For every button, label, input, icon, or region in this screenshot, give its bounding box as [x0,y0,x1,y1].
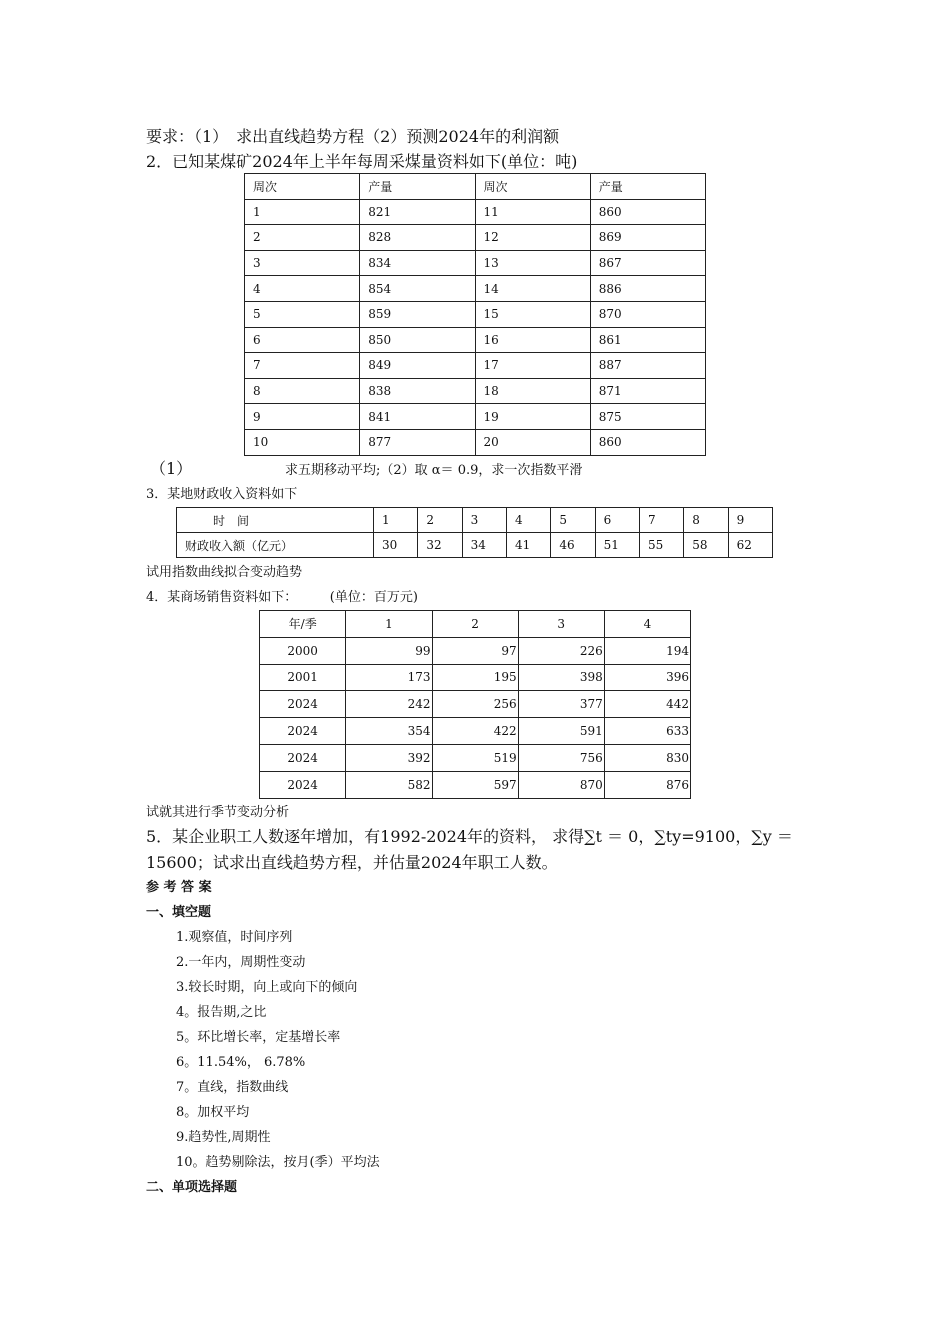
table-cell: 2 [245,225,360,251]
table-cell: 860 [590,429,705,455]
table-cell: 1 [374,508,418,533]
table-cell: 886 [590,276,705,302]
table-cell: 256 [432,691,518,718]
table-cell: 841 [360,404,475,430]
table-row [245,225,706,251]
table-cell: 34 [462,533,506,558]
table-cell: 396 [604,664,690,691]
table-cell: 828 [360,225,475,251]
table-row [245,301,706,327]
table-cell: 41 [506,533,550,558]
row-label-revenue: 财政收入额（亿元） [177,533,374,558]
table-cell: 861 [590,327,705,353]
table-cell: 2001 [260,664,346,691]
answer-item: 8。加权平均 [176,1105,250,1120]
q2-requirement-text: 求五期移动平均;（2）取 α＝ 0.9，求一次指数平滑 [285,463,583,478]
table-cell: 2000 [260,637,346,664]
section-fill-blank: 一、填空题 [146,905,212,920]
table-cell: 4 [245,276,360,302]
table-cell: 194 [604,637,690,664]
table-cell: 2024 [260,691,346,718]
table-cell: 2024 [260,771,346,798]
table-cell: 11 [475,199,590,225]
table-cell: 7 [245,353,360,379]
table-cell: 830 [604,744,690,771]
answer-item: 10。趋势剔除法，按月(季）平均法 [176,1155,380,1170]
table-row [260,718,691,745]
table-cell: 18 [475,378,590,404]
table-cell: 597 [432,771,518,798]
table-cell: 9 [245,404,360,430]
table-cell: 849 [360,353,475,379]
header-cell: 产量 [590,174,705,200]
table-cell: 195 [432,664,518,691]
table-cell: 6 [245,327,360,353]
coal-output-table [244,173,706,456]
table-cell: 2024 [260,744,346,771]
table-cell: 10 [245,429,360,455]
table-header-row [245,174,706,200]
table-cell: 55 [639,533,683,558]
table-cell: 871 [590,378,705,404]
header-cell: 4 [604,611,690,638]
header-cell: 年/季 [260,611,346,638]
table-cell: 887 [590,353,705,379]
table-cell: 850 [360,327,475,353]
table-cell: 442 [604,691,690,718]
table-row [260,771,691,798]
header-cell: 周次 [245,174,360,200]
table-cell: 821 [360,199,475,225]
q4-requirement: 试就其进行季节变动分析 [146,805,290,820]
table-cell: 422 [432,718,518,745]
table-row [245,353,706,379]
answers-title: 参 考 答 案 [146,880,212,895]
row-label-time: 时 间 [177,508,374,533]
table-cell: 8 [245,378,360,404]
table-cell: 13 [475,250,590,276]
table-row [245,199,706,225]
table-row [260,664,691,691]
table-cell: 876 [604,771,690,798]
table-cell: 173 [346,664,432,691]
table-cell: 51 [595,533,639,558]
table-cell: 58 [684,533,728,558]
table-cell: 32 [418,533,462,558]
table-cell: 15 [475,301,590,327]
table-cell: 3 [245,250,360,276]
table-cell: 5 [551,508,595,533]
section-single-choice: 二、单项选择题 [146,1180,238,1195]
answer-item: 2.一年内，周期性变动 [176,955,306,970]
table-cell: 7 [639,508,683,533]
table-cell: 97 [432,637,518,664]
table-cell: 377 [518,691,604,718]
table-cell: 242 [346,691,432,718]
table-cell: 860 [590,199,705,225]
answer-item: 1.观察值，时间序列 [176,930,293,945]
answer-item: 3.较长时期，向上或向下的倾向 [176,980,358,995]
q3-title: 3．某地财政收入资料如下 [146,487,298,502]
header-cell: 2 [432,611,518,638]
q2-requirement-number: （1） [150,459,193,478]
table-cell: 870 [518,771,604,798]
q1-requirement: 要求：（1） 求出直线趋势方程（2）预测2024年的利润额 [146,127,560,146]
q3-requirement: 试用指数曲线拟合变动趋势 [146,565,303,580]
table-row [177,533,773,558]
q5-line-2: 15600；试求出直线趋势方程，并估量2024年职工人数。 [146,853,558,872]
q5-line-1: 5．某企业职工人数逐年增加，有1992-2024年的资料， 求得∑t ＝ 0，∑ty=9100，∑y ＝ [146,827,793,846]
table-cell: 398 [518,664,604,691]
answer-item: 7。直线，指数曲线 [176,1080,289,1095]
table-cell: 62 [728,533,772,558]
table-row [245,327,706,353]
table-row [245,378,706,404]
table-row [177,508,773,533]
table-cell: 46 [551,533,595,558]
table-cell: 870 [590,301,705,327]
answer-item: 6。11.54%， 6.78% [176,1055,306,1070]
table-row [245,404,706,430]
table-cell: 1 [245,199,360,225]
table-cell: 354 [346,718,432,745]
answer-item: 5。环比增长率，定基增长率 [176,1030,341,1045]
answer-item: 4。报告期,之比 [176,1005,267,1020]
table-cell: 2024 [260,718,346,745]
table-cell: 519 [432,744,518,771]
table-cell: 834 [360,250,475,276]
table-row [260,637,691,664]
table-cell: 17 [475,353,590,379]
table-cell: 838 [360,378,475,404]
q2-title: 2．已知某煤矿2024年上半年每周采煤量资料如下(单位：吨) [146,152,578,171]
table-cell: 3 [462,508,506,533]
table-cell: 12 [475,225,590,251]
table-cell: 5 [245,301,360,327]
q4-title: 4．某商场销售资料如下： (单位：百万元) [146,590,418,605]
table-cell: 859 [360,301,475,327]
header-cell: 产量 [360,174,475,200]
table-cell: 756 [518,744,604,771]
table-cell: 869 [590,225,705,251]
table-header-row [260,611,691,638]
table-row [245,250,706,276]
fiscal-revenue-table [176,507,773,558]
answer-item: 9.趋势性,周期性 [176,1130,271,1145]
table-cell: 875 [590,404,705,430]
table-cell: 633 [604,718,690,745]
table-cell: 591 [518,718,604,745]
header-cell: 周次 [475,174,590,200]
sales-table [259,610,691,799]
table-cell: 9 [728,508,772,533]
table-cell: 867 [590,250,705,276]
table-cell: 30 [374,533,418,558]
table-row [245,429,706,455]
header-cell: 3 [518,611,604,638]
table-cell: 14 [475,276,590,302]
table-cell: 877 [360,429,475,455]
table-cell: 226 [518,637,604,664]
table-row [260,691,691,718]
table-cell: 19 [475,404,590,430]
table-cell: 8 [684,508,728,533]
header-cell: 1 [346,611,432,638]
table-cell: 854 [360,276,475,302]
table-row [245,276,706,302]
table-cell: 16 [475,327,590,353]
table-cell: 99 [346,637,432,664]
table-cell: 4 [506,508,550,533]
table-cell: 20 [475,429,590,455]
table-cell: 582 [346,771,432,798]
table-row [260,744,691,771]
table-cell: 392 [346,744,432,771]
table-cell: 6 [595,508,639,533]
table-cell: 2 [418,508,462,533]
